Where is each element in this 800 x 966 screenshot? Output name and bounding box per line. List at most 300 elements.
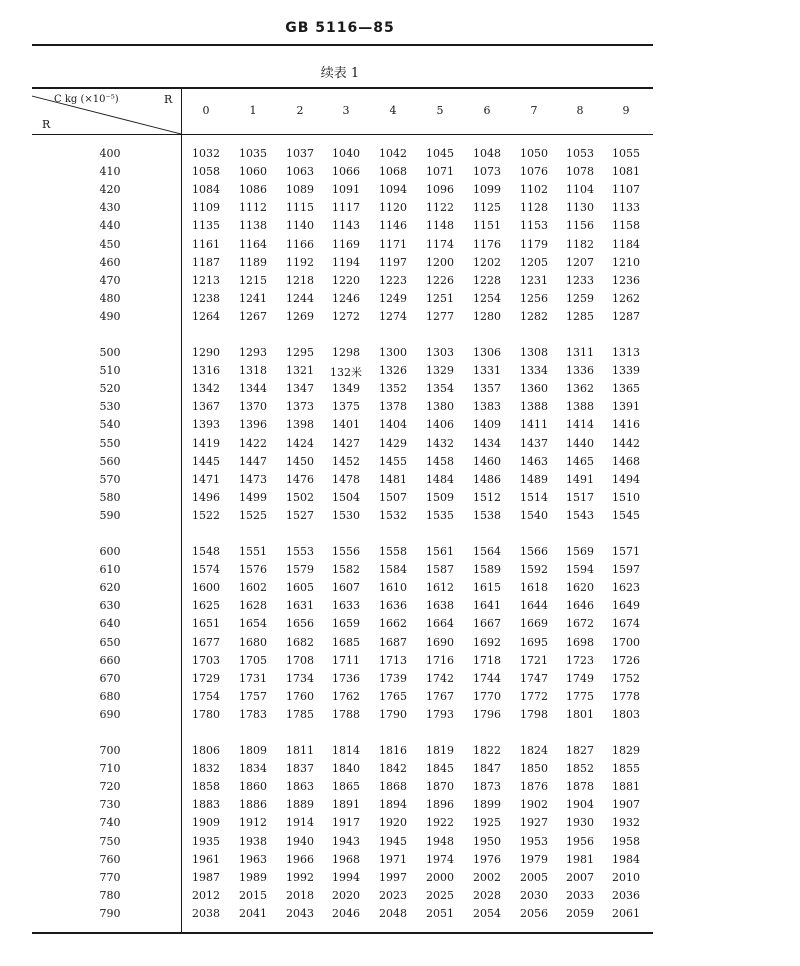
table-cell: 1602 [239,581,267,595]
table-cell: 1427 [332,436,360,450]
table-cell: 1708 [286,653,314,667]
table-cell: 1179 [520,237,548,251]
table-cell: 1979 [520,852,548,866]
row-label: 730 [99,798,121,812]
table-cell: 1545 [612,508,640,522]
table-cell: 1316 [192,364,220,378]
table-cell: 1148 [426,219,454,233]
table-cell: 1357 [473,382,501,396]
table-cell: 1564 [473,545,501,558]
row-label: 700 [99,744,121,757]
table-cell: 1494 [612,472,640,486]
table-cell: 1071 [426,165,454,179]
table-cell: 1829 [612,744,640,757]
table-cell: 1636 [379,599,407,613]
table-cell: 1747 [520,671,548,685]
table-cell: 2028 [473,888,501,902]
table-cell: 1852 [566,762,594,776]
table-cell: 1393 [192,418,220,432]
table-cell: 1481 [379,472,407,486]
table-cell: 1729 [192,671,220,685]
row-label: 630 [99,599,121,613]
column-header: 4 [389,104,397,117]
table-cell: 1035 [239,147,267,160]
table-cell: 1151 [473,219,501,233]
table-cell: 1925 [473,816,501,830]
table-cell: 1213 [192,273,220,287]
table-cell: 1055 [612,147,640,160]
table-cell: 1612 [426,581,454,595]
table-cell: 1842 [379,762,407,776]
table-cell: 1662 [379,617,407,631]
table-cell: 2054 [473,906,501,920]
table-cell: 1200 [426,255,454,269]
table-cell: 1058 [192,165,220,179]
table-cell: 1468 [612,454,640,468]
table-cell: 1360 [520,382,548,396]
table-cell: 1651 [192,617,220,631]
table-cell: 1742 [426,671,454,685]
table-cell: 1373 [286,400,314,414]
table-cell: 1762 [332,689,360,703]
table-cell: 1592 [520,563,548,577]
table-cell: 1920 [379,816,407,830]
table-cell: 1904 [566,798,594,812]
table-cell: 1120 [379,201,407,215]
table-cell: 1122 [426,201,454,215]
row-label: 450 [99,237,121,251]
table-cell: 1491 [566,472,594,486]
table-cell: 2012 [192,888,220,902]
table-cell: 1576 [239,563,267,577]
table-cell: 1927 [520,816,548,830]
table-cell: 1192 [286,255,314,269]
table-cell: 1757 [239,689,267,703]
table-cell: 1574 [192,563,220,577]
table-cell: 1499 [239,490,267,504]
table-cell: 1997 [379,870,407,884]
row-label: 600 [99,545,121,558]
table-cell: 1659 [332,617,360,631]
table-cell: 1050 [520,147,548,160]
table-cell: 1540 [520,508,548,522]
column-header: 7 [530,104,538,117]
row-label: 580 [99,490,121,504]
table-cell: 1855 [612,762,640,776]
table-cell: 1174 [426,237,454,251]
table-cell: 1644 [520,599,548,613]
table-cell: 1695 [520,635,548,649]
table-cell: 2025 [426,888,454,902]
table-cell: 1241 [239,291,267,305]
table-cell: 1654 [239,617,267,631]
table-cell: 1605 [286,581,314,595]
table-cell: 1736 [332,671,360,685]
table-cell: 1953 [520,834,548,848]
table-cell: 1197 [379,255,407,269]
table-cell: 1752 [612,671,640,685]
table-cell: 1109 [192,201,220,215]
table-cell: 1832 [192,762,220,776]
table-cell: 1796 [473,707,501,721]
corner-column-axis-label: R [164,93,173,106]
table-cell: 1068 [379,165,407,179]
corner-unit-label: C kg (×10⁻⁵) [54,94,119,105]
table-cell: 2046 [332,906,360,920]
table-cell: 1922 [426,816,454,830]
table-cell: 1886 [239,798,267,812]
table-cell: 1935 [192,834,220,848]
table-cell: 1432 [426,436,454,450]
row-label: 780 [99,888,121,902]
table-cell: 2041 [239,906,267,920]
column-header: 9 [622,104,630,117]
table-cell: 1677 [192,635,220,649]
table-cell: 1125 [473,201,501,215]
table-cell: 1473 [239,472,267,486]
table-cell: 1507 [379,490,407,504]
row-label: 490 [99,309,121,323]
table-cell: 1246 [332,291,360,305]
table-cell: 1280 [473,309,501,323]
table-cell: 1816 [379,744,407,757]
table-cell: 1091 [332,183,360,197]
table-cell: 1406 [426,418,454,432]
table-cell: 1450 [286,454,314,468]
table-cell: 1723 [566,653,594,667]
table-cell: 1463 [520,454,548,468]
row-label: 510 [99,364,121,378]
table-cell: 1672 [566,617,594,631]
table-cell: 1785 [286,707,314,721]
table-cell: 1329 [426,364,454,378]
table-cell: 1711 [332,653,360,667]
row-label: 570 [99,472,121,486]
table-cell: 1902 [520,798,548,812]
row-label: 640 [99,617,121,631]
table-cell: 1478 [332,472,360,486]
table-cell: 1042 [379,147,407,160]
table-cell: 2038 [192,906,220,920]
row-label: 750 [99,834,121,848]
table-cell: 1778 [612,689,640,703]
table-cell: 1326 [379,364,407,378]
table-cell: 1504 [332,490,360,504]
table-cell: 1754 [192,689,220,703]
table-cell: 1164 [239,237,267,251]
table-cell: 1966 [286,852,314,866]
table-cell: 1870 [426,780,454,794]
row-label: 550 [99,436,121,450]
table-cell: 1215 [239,273,267,287]
table-cell: 1063 [286,165,314,179]
table-cell: 1525 [239,508,267,522]
table-cell: 1876 [520,780,548,794]
table-cell: 1930 [566,816,594,830]
table-cell: 1987 [192,870,220,884]
table-cell: 1698 [566,635,594,649]
table-cell: 1873 [473,780,501,794]
table-cell: 1726 [612,653,640,667]
table-cell: 1847 [473,762,501,776]
table-cell: 1231 [520,273,548,287]
table-cell: 1223 [379,273,407,287]
table-cell: 1238 [192,291,220,305]
table-cell: 1053 [566,147,594,160]
table-cell: 1414 [566,418,594,432]
row-label: 760 [99,852,121,866]
table-cell: 1375 [332,400,360,414]
table-cell: 1610 [379,581,407,595]
table-cell: 1349 [332,382,360,396]
table-cell: 1259 [566,291,594,305]
table-cell: 1416 [612,418,640,432]
table-cell: 1486 [473,472,501,486]
table-cell: 1447 [239,454,267,468]
row-label: 410 [99,165,121,179]
table-cell: 1664 [426,617,454,631]
table-cell: 1850 [520,762,548,776]
column-header: 3 [342,104,350,117]
table-cell: 1772 [520,689,548,703]
table-cell: 1391 [612,400,640,414]
table-cell: 2043 [286,906,314,920]
table-cell: 1277 [426,309,454,323]
row-label: 690 [99,707,121,721]
table-cell: 1104 [566,183,594,197]
table-cell: 1827 [566,744,594,757]
top-rule [32,44,653,46]
table-cell: 1718 [473,653,501,667]
table-cell: 1409 [473,418,501,432]
table-cell: 1455 [379,454,407,468]
table-cell: 1233 [566,273,594,287]
table-cell: 1171 [379,237,407,251]
row-label: 480 [99,291,121,305]
table-cell: 1932 [612,816,640,830]
table-cell: 1615 [473,581,501,595]
table-cell: 1398 [286,418,314,432]
table-cell: 1370 [239,400,267,414]
table-cell: 1465 [566,454,594,468]
table-cell: 1899 [473,798,501,812]
table-cell: 1422 [239,436,267,450]
table-cell: 1543 [566,508,594,522]
row-label: 500 [99,346,121,359]
table-cell: 1272 [332,309,360,323]
table-cell: 1963 [239,852,267,866]
table-cell: 1620 [566,581,594,595]
table-cell: 1656 [286,617,314,631]
continued-table-label: 续表 1 [320,66,360,81]
table-cell: 1527 [286,508,314,522]
table-cell: 1378 [379,400,407,414]
table-cell: 1187 [192,255,220,269]
table-cell: 1889 [286,798,314,812]
table-bottom-rule [32,932,653,934]
table-cell: 1958 [612,834,640,848]
table-cell: 1269 [286,309,314,323]
row-label: 770 [99,870,121,884]
table-cell: 1883 [192,798,220,812]
table-cell: 1362 [566,382,594,396]
table-cell: 1571 [612,545,640,558]
table-cell: 1638 [426,599,454,613]
corner-header-cell [32,88,181,134]
table-cell: 1669 [520,617,548,631]
table-cell: 1721 [520,653,548,667]
table-cell: 1907 [612,798,640,812]
table-cell: 1845 [426,762,454,776]
corner-row-axis-label: R [42,118,51,131]
table-cell: 1780 [192,707,220,721]
table-cell: 1687 [379,635,407,649]
table-cell: 1135 [192,219,220,233]
table-cell: 1298 [332,346,360,359]
table-cell: 2015 [239,888,267,902]
column-header: 1 [249,104,257,117]
table-cell: 1404 [379,418,407,432]
table-cell: 1811 [286,744,314,757]
table-cell: 1311 [566,346,594,359]
table-cell: 1249 [379,291,407,305]
table-cell: 1318 [239,364,267,378]
table-cell: 1633 [332,599,360,613]
table-cell: 1146 [379,219,407,233]
table-cell: 1865 [332,780,360,794]
table-cell: 1401 [332,418,360,432]
table-cell: 1226 [426,273,454,287]
table-cell: 1347 [286,382,314,396]
table-cell: 1509 [426,490,454,504]
table-cell: 1205 [520,255,548,269]
row-label: 790 [99,906,121,920]
table-cell: 1445 [192,454,220,468]
table-cell: 1440 [566,436,594,450]
table-cell: 1424 [286,436,314,450]
table-cell: 1045 [426,147,454,160]
table-cell: 1582 [332,563,360,577]
table-cell: 1783 [239,707,267,721]
table-cell: 1649 [612,599,640,613]
table-cell: 1367 [192,400,220,414]
column-header: 0 [202,104,210,117]
table-cell: 2048 [379,906,407,920]
table-cell: 1716 [426,653,454,667]
table-cell: 2051 [426,906,454,920]
table-cell: 1631 [286,599,314,613]
table-cell: 1881 [612,780,640,794]
table-cell: 1496 [192,490,220,504]
table-cell: 1066 [332,165,360,179]
table-cell: 1597 [612,563,640,577]
table-cell: 2010 [612,870,640,884]
row-label: 400 [99,147,121,160]
table-cell: 1300 [379,346,407,359]
table-cell: 1060 [239,165,267,179]
table-cell: 1037 [286,147,314,160]
table-cell: 1943 [332,834,360,848]
table-cell: 2059 [566,906,594,920]
table-cell: 1765 [379,689,407,703]
table-cell: 1703 [192,653,220,667]
table-cell: 1306 [473,346,501,359]
table-cell: 1948 [426,834,454,848]
table-cell: 1189 [239,255,267,269]
table-cell: 1140 [286,219,314,233]
table-cell: 1589 [473,563,501,577]
table-cell: 1891 [332,798,360,812]
table-cell: 1705 [239,653,267,667]
table-cell: 1321 [286,364,314,378]
table-cell: 2020 [332,888,360,902]
table-cell: 1809 [239,744,267,757]
table-cell: 1860 [239,780,267,794]
table-cell: 1153 [520,219,548,233]
table-cell: 1770 [473,689,501,703]
table-cell: 1803 [612,707,640,721]
table-cell: 1471 [192,472,220,486]
table-cell: 1956 [566,834,594,848]
table-cell: 1989 [239,870,267,884]
table-cell: 132米 [330,366,362,380]
table-cell: 1308 [520,346,548,359]
table-cell: 1158 [612,219,640,233]
table-cell: 1434 [473,436,501,450]
table-cell: 1081 [612,165,640,179]
table-cell: 1561 [426,545,454,558]
row-label: 720 [99,780,121,794]
table-cell: 1244 [286,291,314,305]
table-cell: 1961 [192,852,220,866]
table-cell: 1194 [332,255,360,269]
table-cell: 1256 [520,291,548,305]
table-cell: 1076 [520,165,548,179]
row-label: 610 [99,563,121,577]
table-cell: 1840 [332,762,360,776]
table-cell: 1731 [239,671,267,685]
row-label: 560 [99,454,121,468]
table-cell: 1236 [612,273,640,287]
row-label: 420 [99,183,121,197]
table-cell: 1313 [612,346,640,359]
table-cell: 1594 [566,563,594,577]
table-cell: 1295 [286,346,314,359]
table-cell: 1700 [612,635,640,649]
table-cell: 1896 [426,798,454,812]
table-cell: 1974 [426,852,454,866]
table-cell: 1285 [566,309,594,323]
table-cell: 1945 [379,834,407,848]
table-cell: 1115 [286,201,314,215]
table-cell: 2000 [426,870,454,884]
table-cell: 1749 [566,671,594,685]
table-cell: 1878 [566,780,594,794]
table-cell: 1344 [239,382,267,396]
table-cell: 1976 [473,852,501,866]
table-cell: 1096 [426,183,454,197]
table-cell: 1814 [332,744,360,757]
table-cell: 1917 [332,816,360,830]
row-label: 470 [99,273,121,287]
table-cell: 1798 [520,707,548,721]
table-cell: 1460 [473,454,501,468]
table-cell: 1569 [566,545,594,558]
row-label: 660 [99,653,121,667]
row-label: 440 [99,219,121,233]
table-cell: 1086 [239,183,267,197]
table-cell: 1489 [520,472,548,486]
